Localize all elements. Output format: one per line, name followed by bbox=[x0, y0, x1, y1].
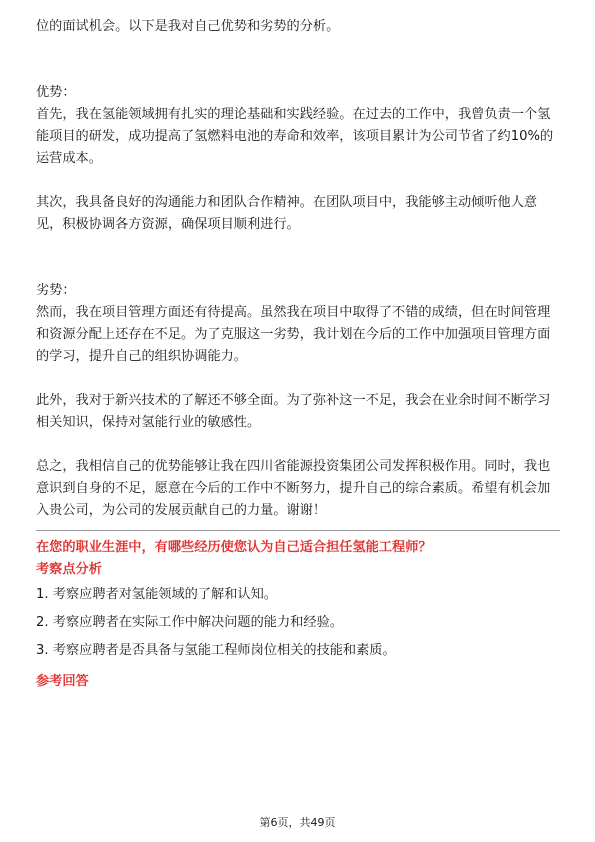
strength-paragraph-2: 其次，我具备良好的沟通能力和团队合作精神。在团队项目中，我能够主动倾听他人意见，积极协调各方资源，确保项目顺利进行。 bbox=[36, 195, 538, 232]
conclusion-paragraph: 总之，我相信自己的优势能够让我在四川省能源投资集团公司发挥积极作用。同时，我也意识到自身的不足，愿意在今后的工作中不断努力，提升自己的综合素质。希望有机会加入贵公司，为公司的发展贡献自己的力量。谢谢！ bbox=[36, 459, 551, 518]
section-divider bbox=[36, 530, 560, 531]
strength-paragraph-1: 首先，我在氢能领域拥有扎实的理论基础和实践经验。在过去的工作中，我曾负责一个氢能项目的研发，成功提高了氢燃料电池的寿命和效率，该项目累计为公司节省了约10%的运营成本。 bbox=[36, 107, 554, 166]
analysis-item: 3. 考察应聘者是否具备与氢能工程师岗位相关的技能和素质。 bbox=[36, 643, 396, 658]
analysis-title: 考察点分析 bbox=[36, 562, 102, 577]
page-footer: 第6页，共49页 bbox=[259, 816, 336, 829]
weakness-paragraph-1: 然而，我在项目管理方面还有待提高。虽然我在项目中取得了不错的成绩，但在时间管理和资源分配上还存在不足。为了克服这一劣势，我计划在今后的工作中加强项目管理方面的学习，提升自己的组织协调能力。 bbox=[36, 305, 551, 364]
analysis-item: 2. 考察应聘者在实际工作中解决问题的能力和经验。 bbox=[36, 615, 343, 630]
document-page bbox=[36, 16, 560, 693]
analysis-item: 1. 考察应聘者对氢能领域的了解和认知。 bbox=[36, 587, 277, 602]
interview-question: 在您的职业生涯中，有哪些经历使您认为自己适合担任氢能工程师？ bbox=[36, 540, 432, 555]
answer-title: 参考回答 bbox=[36, 674, 89, 689]
intro-line: 位的面试机会。以下是我对自己优势和劣势的分析。 bbox=[36, 19, 340, 34]
strengths-heading: 优势： bbox=[36, 85, 76, 100]
weaknesses-heading: 劣势： bbox=[36, 283, 76, 298]
weakness-paragraph-2: 此外，我对于新兴技术的了解还不够全面。为了弥补这一不足，我会在业余时间不断学习相关知识，保持对氢能行业的敏感性。 bbox=[36, 393, 551, 430]
